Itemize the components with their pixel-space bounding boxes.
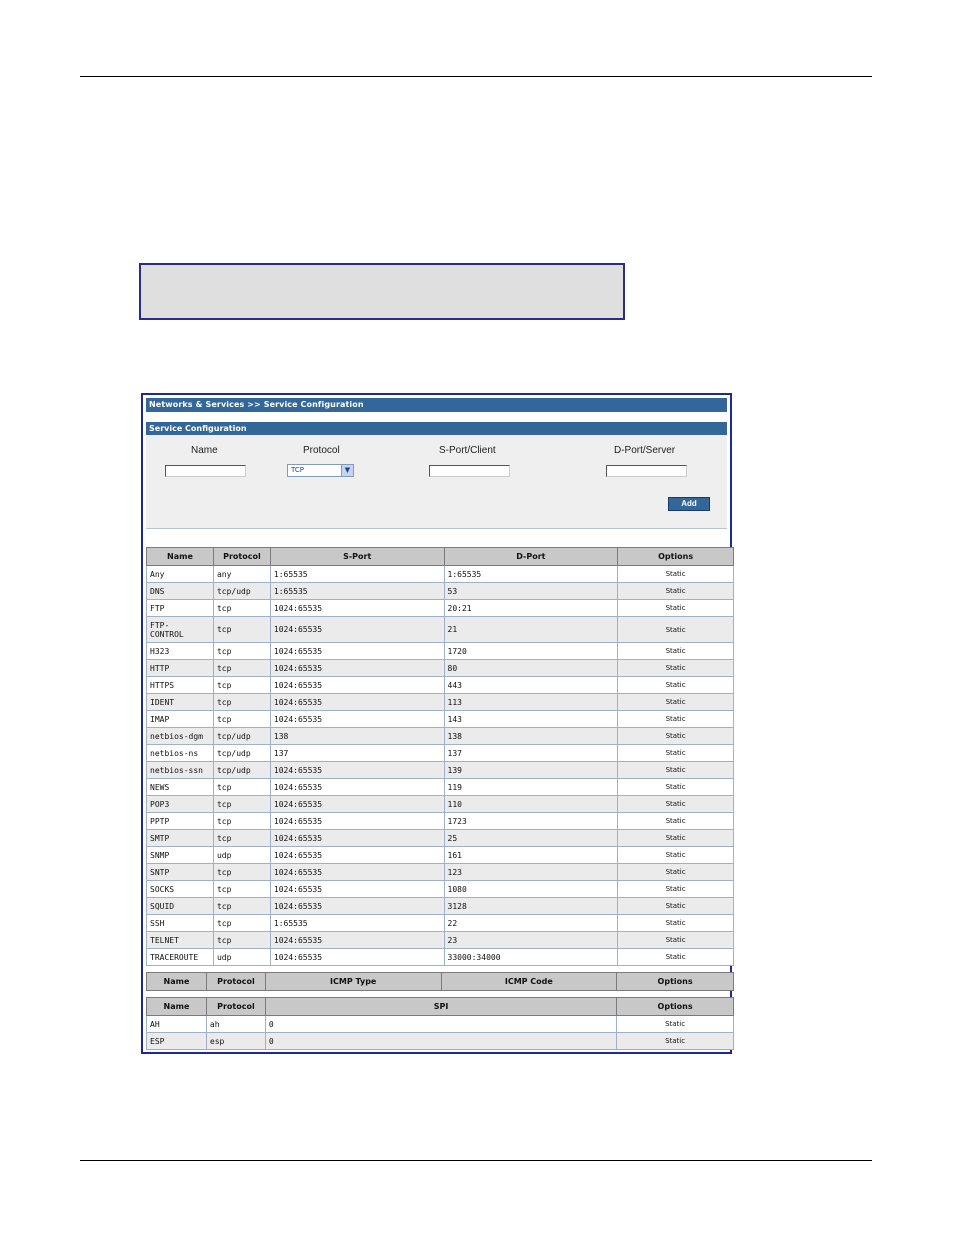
table-cell: 1024:65535 bbox=[270, 779, 444, 796]
ipsec-table bbox=[146, 997, 734, 1050]
table-row[interactable] bbox=[147, 949, 734, 966]
options-cell: Static bbox=[618, 745, 734, 762]
add-service-form bbox=[146, 435, 727, 529]
table-cell: PPTP bbox=[147, 813, 214, 830]
options-cell: Static bbox=[618, 711, 734, 728]
table-cell: 143 bbox=[444, 711, 618, 728]
table-row[interactable] bbox=[147, 660, 734, 677]
table-cell: SSH bbox=[147, 915, 214, 932]
table-cell: netbios-dgm bbox=[147, 728, 214, 745]
options-cell: Static bbox=[618, 600, 734, 617]
table-cell: SNTP bbox=[147, 864, 214, 881]
table-row[interactable] bbox=[147, 711, 734, 728]
table-cell: netbios-ssn bbox=[147, 762, 214, 779]
options-cell: Static bbox=[618, 949, 734, 966]
table-row[interactable] bbox=[147, 566, 734, 583]
table-cell: 80 bbox=[444, 660, 618, 677]
table-row[interactable] bbox=[147, 617, 734, 643]
table-cell: 123 bbox=[444, 864, 618, 881]
table-cell: NEWS bbox=[147, 779, 214, 796]
table-cell: any bbox=[213, 566, 270, 583]
table-row[interactable] bbox=[147, 915, 734, 932]
table-row[interactable] bbox=[147, 728, 734, 745]
options-cell: Static bbox=[618, 864, 734, 881]
table-cell: udp bbox=[213, 847, 270, 864]
table-row[interactable] bbox=[147, 796, 734, 813]
options-cell: Static bbox=[618, 796, 734, 813]
table-cell: 1:65535 bbox=[270, 915, 444, 932]
table-cell: SOCKS bbox=[147, 881, 214, 898]
options-cell: Static bbox=[618, 779, 734, 796]
options-cell: Static bbox=[618, 583, 734, 600]
column-header: Name bbox=[147, 973, 207, 991]
table-row[interactable] bbox=[147, 643, 734, 660]
table-cell: ah bbox=[206, 1016, 265, 1033]
column-header: ICMP Type bbox=[265, 973, 441, 991]
table-cell: 1024:65535 bbox=[270, 677, 444, 694]
table-cell: netbios-ns bbox=[147, 745, 214, 762]
options-cell: Static bbox=[618, 643, 734, 660]
table-row[interactable] bbox=[147, 745, 734, 762]
table-cell: 1024:65535 bbox=[270, 881, 444, 898]
table-cell: tcp bbox=[213, 881, 270, 898]
column-header: Protocol bbox=[206, 973, 265, 991]
table-cell: 119 bbox=[444, 779, 618, 796]
table-cell: 23 bbox=[444, 932, 618, 949]
service-config-window bbox=[141, 393, 732, 1054]
table-row[interactable] bbox=[147, 762, 734, 779]
options-cell: Static bbox=[618, 932, 734, 949]
table-cell: 443 bbox=[444, 677, 618, 694]
table-cell: HTTPS bbox=[147, 677, 214, 694]
table-row[interactable] bbox=[147, 1033, 734, 1050]
protocol-label: Protocol bbox=[303, 445, 340, 456]
table-cell: 1:65535 bbox=[270, 583, 444, 600]
table-cell: IDENT bbox=[147, 694, 214, 711]
chevron-down-icon[interactable]: ▼ bbox=[341, 465, 353, 476]
table-cell: DNS bbox=[147, 583, 214, 600]
header-rule bbox=[80, 76, 872, 77]
table-cell: H323 bbox=[147, 643, 214, 660]
table-cell: 1024:65535 bbox=[270, 830, 444, 847]
table-cell: 1024:65535 bbox=[270, 949, 444, 966]
protocol-select[interactable] bbox=[287, 464, 354, 477]
options-cell: Static bbox=[618, 847, 734, 864]
table-cell: Any bbox=[147, 566, 214, 583]
table-row[interactable] bbox=[147, 677, 734, 694]
table-cell: HTTP bbox=[147, 660, 214, 677]
table-cell: 137 bbox=[270, 745, 444, 762]
column-header: SPI bbox=[265, 998, 616, 1016]
table-cell: 53 bbox=[444, 583, 618, 600]
table-row[interactable] bbox=[147, 932, 734, 949]
table-cell: 161 bbox=[444, 847, 618, 864]
table-cell: tcp bbox=[213, 864, 270, 881]
table-cell: IMAP bbox=[147, 711, 214, 728]
options-cell: Static bbox=[617, 1016, 734, 1033]
name-input[interactable] bbox=[165, 465, 246, 477]
table-row[interactable] bbox=[147, 847, 734, 864]
icmp-table bbox=[146, 972, 734, 991]
column-header: S-Port bbox=[270, 548, 444, 566]
table-cell: TELNET bbox=[147, 932, 214, 949]
table-row[interactable] bbox=[147, 864, 734, 881]
table-cell: 1024:65535 bbox=[270, 796, 444, 813]
breadcrumb: Networks & Services >> Service Configuration bbox=[146, 398, 727, 412]
table-cell: 1024:65535 bbox=[270, 694, 444, 711]
table-cell: 113 bbox=[444, 694, 618, 711]
options-cell: Static bbox=[618, 898, 734, 915]
column-header: Name bbox=[147, 548, 214, 566]
table-cell: tcp bbox=[213, 711, 270, 728]
table-cell: tcp/udp bbox=[213, 583, 270, 600]
table-cell: 1024:65535 bbox=[270, 643, 444, 660]
column-header: Options bbox=[618, 548, 734, 566]
dport-input[interactable] bbox=[606, 465, 687, 477]
table-cell: 3128 bbox=[444, 898, 618, 915]
table-cell: tcp bbox=[213, 779, 270, 796]
sport-label: S-Port/Client bbox=[439, 445, 496, 456]
table-cell: 1024:65535 bbox=[270, 762, 444, 779]
table-cell: 1080 bbox=[444, 881, 618, 898]
add-button[interactable]: Add bbox=[668, 497, 710, 511]
name-label: Name bbox=[191, 445, 218, 456]
table-cell: FTP- CONTROL bbox=[147, 617, 214, 643]
table-row[interactable] bbox=[147, 600, 734, 617]
options-cell: Static bbox=[618, 677, 734, 694]
table-cell: tcp bbox=[213, 796, 270, 813]
dport-label: D-Port/Server bbox=[614, 445, 676, 456]
table-cell: udp bbox=[213, 949, 270, 966]
table-cell: 1024:65535 bbox=[270, 864, 444, 881]
table-cell: POP3 bbox=[147, 796, 214, 813]
table-cell: tcp/udp bbox=[213, 762, 270, 779]
table-cell: 110 bbox=[444, 796, 618, 813]
table-cell: tcp bbox=[213, 660, 270, 677]
table-cell: 1024:65535 bbox=[270, 660, 444, 677]
table-cell: 1024:65535 bbox=[270, 847, 444, 864]
table-cell: 1024:65535 bbox=[270, 711, 444, 728]
column-header: ICMP Code bbox=[441, 973, 617, 991]
column-header: D-Port bbox=[444, 548, 618, 566]
table-cell: 33000:34000 bbox=[444, 949, 618, 966]
table-cell: SQUID bbox=[147, 898, 214, 915]
table-row[interactable] bbox=[147, 583, 734, 600]
table-cell: FTP bbox=[147, 600, 214, 617]
options-cell: Static bbox=[618, 728, 734, 745]
options-cell: Static bbox=[618, 881, 734, 898]
table-cell: 1:65535 bbox=[270, 566, 444, 583]
options-cell: Static bbox=[618, 566, 734, 583]
table-cell: tcp/udp bbox=[213, 745, 270, 762]
table-cell: 1024:65535 bbox=[270, 600, 444, 617]
table-cell: SNMP bbox=[147, 847, 214, 864]
table-cell: tcp bbox=[213, 600, 270, 617]
options-cell: Static bbox=[618, 830, 734, 847]
options-cell: Static bbox=[618, 617, 734, 643]
note-box bbox=[139, 263, 625, 320]
protocol-selected-value: TCP bbox=[291, 466, 304, 474]
table-row[interactable] bbox=[147, 1016, 734, 1033]
table-cell: 1:65535 bbox=[444, 566, 618, 583]
options-cell: Static bbox=[617, 1033, 734, 1050]
options-cell: Static bbox=[618, 694, 734, 711]
table-cell: ESP bbox=[147, 1033, 207, 1050]
table-row[interactable] bbox=[147, 898, 734, 915]
table-cell: tcp bbox=[213, 694, 270, 711]
table-cell: tcp bbox=[213, 898, 270, 915]
table-cell: 1720 bbox=[444, 643, 618, 660]
table-row[interactable] bbox=[147, 694, 734, 711]
section-title: Service Configuration bbox=[146, 422, 727, 435]
table-cell: 138 bbox=[444, 728, 618, 745]
column-header: Protocol bbox=[206, 998, 265, 1016]
table-cell: TRACEROUTE bbox=[147, 949, 214, 966]
table-cell: 25 bbox=[444, 830, 618, 847]
table-cell: 0 bbox=[265, 1033, 616, 1050]
options-cell: Static bbox=[618, 915, 734, 932]
table-cell: 139 bbox=[444, 762, 618, 779]
table-cell: 1024:65535 bbox=[270, 813, 444, 830]
table-cell: 1024:65535 bbox=[270, 898, 444, 915]
table-cell: 22 bbox=[444, 915, 618, 932]
table-row[interactable] bbox=[147, 779, 734, 796]
table-cell: 1024:65535 bbox=[270, 617, 444, 643]
table-cell: tcp bbox=[213, 617, 270, 643]
table-cell: AH bbox=[147, 1016, 207, 1033]
table-cell: tcp/udp bbox=[213, 728, 270, 745]
table-cell: 137 bbox=[444, 745, 618, 762]
table-cell: 21 bbox=[444, 617, 618, 643]
column-header: Options bbox=[617, 998, 734, 1016]
table-cell: tcp bbox=[213, 643, 270, 660]
table-cell: 1723 bbox=[444, 813, 618, 830]
column-header: Name bbox=[147, 998, 207, 1016]
table-cell: tcp bbox=[213, 813, 270, 830]
options-cell: Static bbox=[618, 660, 734, 677]
table-cell: tcp bbox=[213, 932, 270, 949]
table-cell: 20:21 bbox=[444, 600, 618, 617]
table-cell: esp bbox=[206, 1033, 265, 1050]
table-cell: tcp bbox=[213, 830, 270, 847]
table-row[interactable] bbox=[147, 813, 734, 830]
table-cell: 1024:65535 bbox=[270, 932, 444, 949]
table-cell: SMTP bbox=[147, 830, 214, 847]
column-header: Protocol bbox=[213, 548, 270, 566]
table-cell: tcp bbox=[213, 677, 270, 694]
column-header: Options bbox=[617, 973, 734, 991]
table-row[interactable] bbox=[147, 830, 734, 847]
footer-rule bbox=[80, 1160, 872, 1161]
table-cell: 0 bbox=[265, 1016, 616, 1033]
options-cell: Static bbox=[618, 762, 734, 779]
table-cell: 138 bbox=[270, 728, 444, 745]
table-row[interactable] bbox=[147, 881, 734, 898]
table-cell: tcp bbox=[213, 915, 270, 932]
options-cell: Static bbox=[618, 813, 734, 830]
sport-input[interactable] bbox=[429, 465, 510, 477]
services-table bbox=[146, 547, 734, 966]
